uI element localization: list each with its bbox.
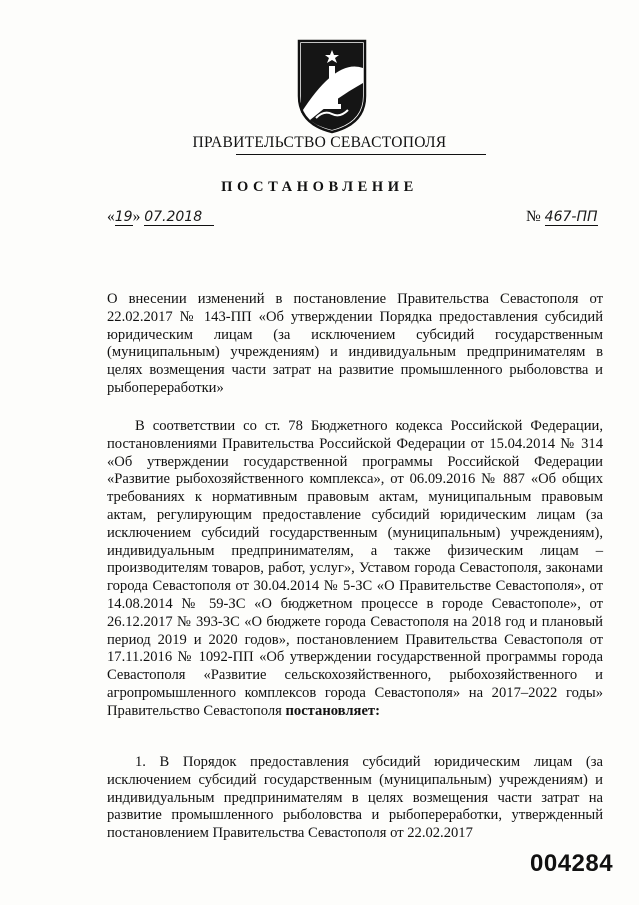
document-subject: О внесении изменений в постановление Правительства Севастополя от 22.02.2017 № 143-ПП «Об утверждении Порядка предоставления субсидий юридическим лицам (за исключением субсидий государственным (муниципальным) учреждениям) и индивидуальным предпринимателям в целях возмещения части затрат на развитие промышленного рыболовства и рыбопереработки» — [107, 291, 603, 396]
date-month-year: 07.2018 — [144, 209, 214, 226]
sevastopol-coat-of-arms-icon — [296, 38, 368, 134]
document-date — [107, 208, 214, 226]
document-type-heading: ПОСТАНОВЛЕНИЕ — [221, 179, 418, 195]
number-value: 467-ПП — [544, 209, 598, 225]
preamble-paragraph — [107, 418, 603, 721]
number-prefix: № — [526, 208, 541, 225]
date-day: 19 — [114, 209, 133, 225]
decision-word: постановляет: — [285, 702, 380, 719]
preamble-text: В соответствии со ст. 78 Бюджетного кодекса Российской Федерации, постановлениями Правительства Российской Федерации от 15.04.2014 № 314 «Об утверждении государственной программы Российской Федерации «Развитие рыбохозяйственного комплекса», от 06.09.2016 № 887 «Об общих требованиях к нормативным правовым актам, муниципальным правовым актам, регулирующим предоставление субсидий юридическим лицам (за исключением субсидий государственным (муниципальным) учреждениям), индивидуальным предпринимателям, а также физическим лицам – производителям товаров, работ, услуг», Уставом города Севастополя, законами города Севастополя от 30.04.2014 № 5-ЗС «О Правительстве Севастополя», от 14.08.2014 № 59-ЗС «О бюджетном процессе в городе Севастополе», от 26.12.2017 № 393-ЗС «О бюджете города Севастополя на 2018 год и плановый период 2019 и 2020 годов», постановлением Правительства Севастополя от 17.11.2016 № 1092-ПП «Об утверждении государственной программы города Севастополя «Развитие сельскохозяйственного, рыбохозяйственного и агропромышленного комплексов города Севастополя» на 2017–2022 годы» Правительство Севастополя — [107, 418, 603, 719]
document-number — [526, 208, 598, 226]
date-open-quote: « — [107, 208, 115, 225]
item-1-paragraph: 1. В Порядок предоставления субсидий юридическим лицам (за исключением субсидий государственным (муниципальным) учреждениям) и индивидуальным предпринимателям в целях возмещения части затрат на развитие промышленного рыболовства и рыбопереработки, утвержденный постановлением Правительства Севастополя от 22.02.2017 — [107, 754, 603, 842]
serial-number: 004284 — [530, 850, 614, 877]
title-underline — [236, 154, 486, 155]
date-close-quote: » — [132, 208, 141, 225]
government-title: ПРАВИТЕЛЬСТВО СЕВАСТОПОЛЯ — [192, 134, 447, 151]
